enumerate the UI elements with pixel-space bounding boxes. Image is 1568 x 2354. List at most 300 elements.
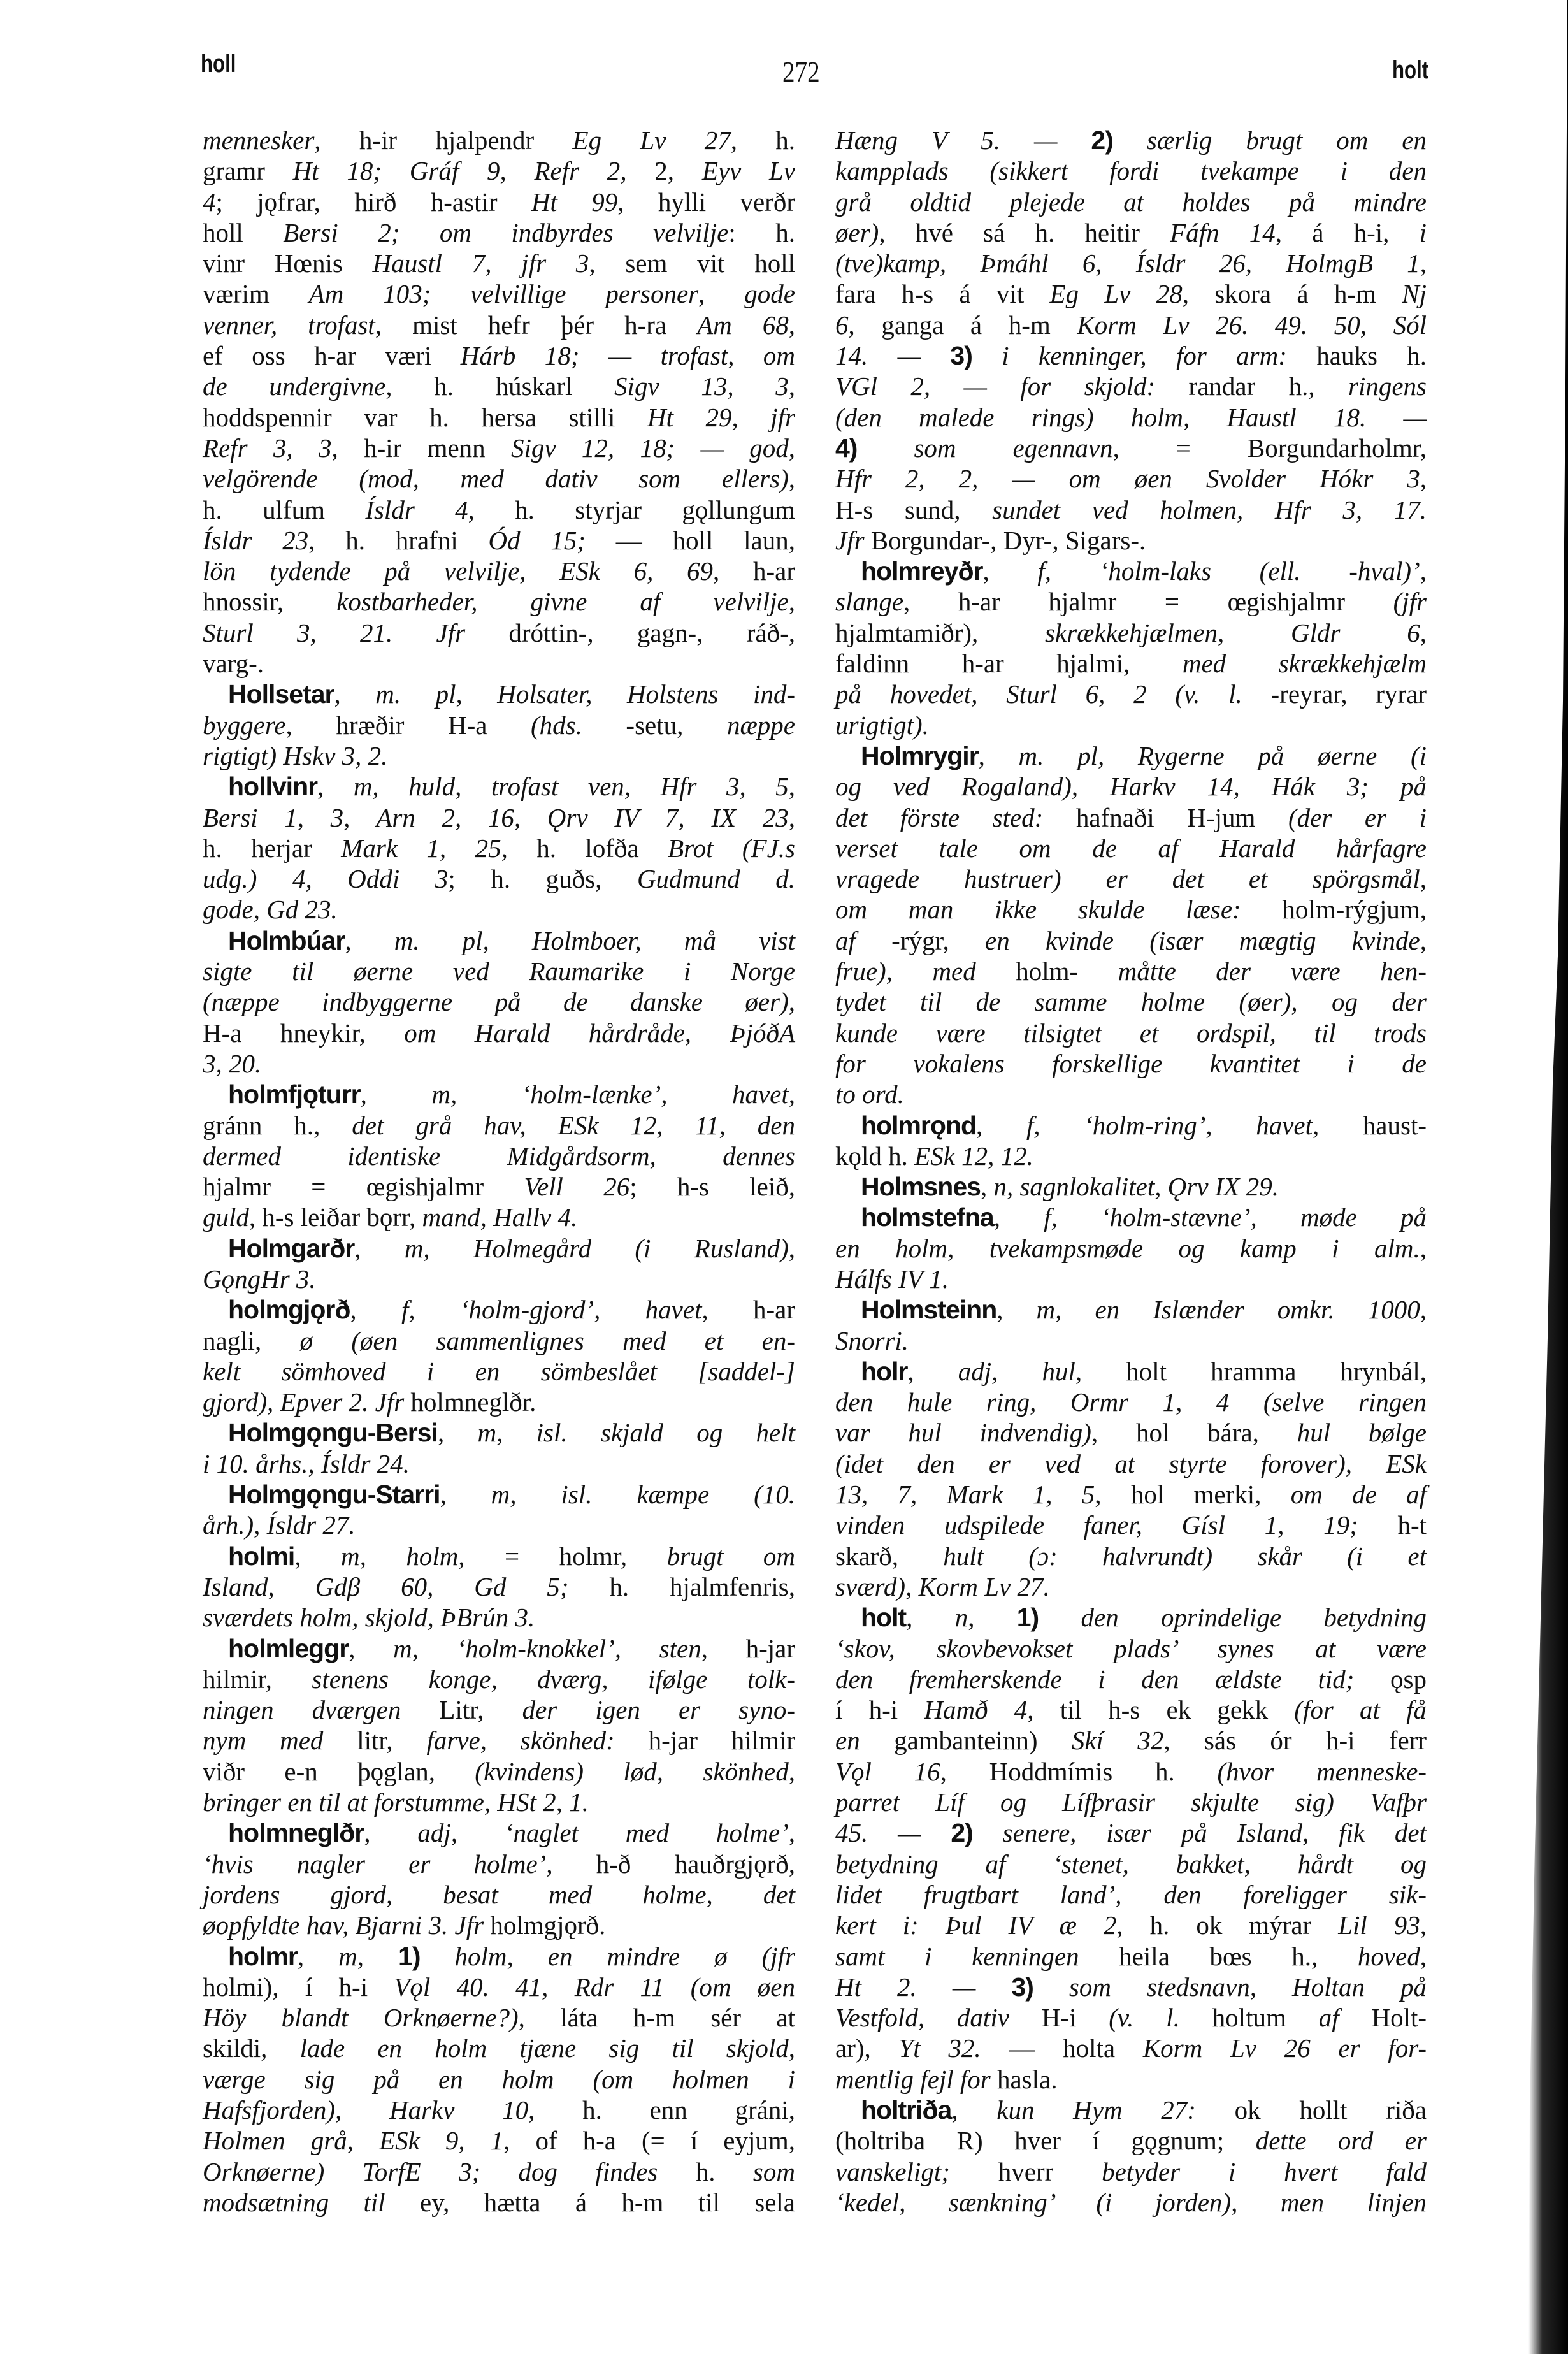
entry-first-line xyxy=(203,925,795,956)
headword: Holmgǫngu-Starri xyxy=(228,1480,440,1510)
italic-text: af xyxy=(1318,2003,1339,2033)
line-content xyxy=(203,341,795,370)
roman-text: , xyxy=(788,372,795,401)
italic-text: 14. — xyxy=(835,341,921,371)
roman-text: hoddspennir var h. hersa stilli xyxy=(203,402,647,432)
italic-text: senere, især på Island, fik det xyxy=(1002,1818,1427,1848)
italic-text: samt i kenningen xyxy=(835,1941,1079,1971)
italic-text: m, huld, trofast ven, Hfr 3, 5 xyxy=(353,772,789,802)
text-line xyxy=(203,1664,795,1694)
line-content xyxy=(203,1510,356,1540)
italic-text: Hæng V 5. — xyxy=(835,126,1058,155)
italic-text: den fremherskende i den ældste tid; xyxy=(835,1664,1355,1694)
italic-text: n xyxy=(954,1603,968,1633)
roman-text: nagli, xyxy=(203,1325,300,1355)
text-line xyxy=(835,863,1427,894)
italic-text: ringens xyxy=(1348,372,1427,401)
line-content xyxy=(835,433,1427,463)
text-line xyxy=(835,1510,1427,1540)
roman-text: , xyxy=(788,772,795,802)
italic-text: hul bølge xyxy=(1297,1418,1427,1448)
headword: Holmbúar xyxy=(228,925,345,955)
roman-text: , 2, xyxy=(620,156,702,186)
text-line xyxy=(203,1356,795,1387)
italic-text: (næppe indbyggerne på de danske øer) xyxy=(203,987,789,1017)
text-line xyxy=(203,833,795,863)
roman-text: , of h-a (= í eyjum, xyxy=(503,2126,795,2156)
text-line xyxy=(835,125,1427,155)
roman-text: , h-ir menn xyxy=(331,433,512,463)
entry-first-line xyxy=(835,1110,1427,1141)
line-content xyxy=(835,1387,1427,1417)
text-line xyxy=(835,2002,1427,2033)
line-content xyxy=(835,587,1427,616)
text-line xyxy=(203,556,795,586)
text-line xyxy=(835,2125,1427,2156)
italic-text: (hvor menneske- xyxy=(1217,1756,1427,1786)
text-line xyxy=(835,495,1427,525)
line-content xyxy=(203,864,795,893)
scan-shadow-edge xyxy=(1511,0,1568,2354)
roman-text: ar), xyxy=(835,2033,899,2063)
italic-text: måtte der være hen- xyxy=(1118,957,1427,986)
italic-text: Refr 3, 3 xyxy=(203,433,332,463)
text-line xyxy=(203,371,795,401)
text-line xyxy=(835,1079,1427,1109)
text-line xyxy=(835,187,1427,217)
italic-text: (tve)kamp, Þmáhl 6, Ísldr 26, HolmgB 1 xyxy=(835,249,1420,278)
roman-text: heila bœs h., xyxy=(1079,1941,1358,1971)
italic-text: Am 103; velvillige personer xyxy=(308,279,699,309)
text-line xyxy=(835,2064,1427,2095)
headword: Holmgǫngu-Bersi xyxy=(228,1418,438,1448)
roman-text: , h. styrjar gǫllungum xyxy=(468,495,795,524)
roman-text: ǫsp xyxy=(1354,1664,1427,1694)
text-line xyxy=(835,463,1427,494)
italic-text: Sigv 12, 18; — god xyxy=(511,433,789,463)
line-content xyxy=(835,649,1427,678)
italic-text: kunde være tilsigtet et ordspil, til trods xyxy=(835,1018,1427,1048)
line-content xyxy=(835,1726,1427,1755)
text-line xyxy=(203,278,795,309)
entry-first-line xyxy=(203,771,795,802)
italic-text: (idet den er ved at styrte forover), ESk xyxy=(835,1448,1427,1478)
entry-first-line xyxy=(203,1079,795,1109)
italic-text: kelt sömhoved i en sömbeslået [saddel-] xyxy=(203,1356,795,1386)
italic-text: ‘kedel, sænkning’ (i jorden), men linjen xyxy=(835,2187,1427,2217)
line-content xyxy=(835,1572,1050,1601)
line-content xyxy=(203,433,795,463)
line-content xyxy=(835,126,1427,155)
roman-text: , h-ar hjalmr = œgishjalmr xyxy=(903,587,1393,617)
roman-text: , xyxy=(788,310,795,340)
roman-text: -reyrar, ryrar xyxy=(1242,679,1427,709)
line-content xyxy=(835,279,1427,308)
roman-text: , h. lofða xyxy=(501,833,668,863)
roman-text: hverr xyxy=(949,2156,1102,2186)
roman-text: , sem vit holl xyxy=(589,249,795,278)
line-content xyxy=(203,2095,795,2125)
italic-text: Jfr xyxy=(835,525,865,555)
roman-text xyxy=(1033,1972,1069,2002)
headword: 3) xyxy=(950,341,972,371)
roman-text: , sás ór h-i ferr xyxy=(1163,1726,1427,1756)
text-line xyxy=(203,1018,795,1048)
roman-text: h. hjalmfenris, xyxy=(568,1571,795,1601)
text-line xyxy=(835,248,1427,278)
text-line xyxy=(835,1325,1427,1356)
line-content xyxy=(835,156,1427,185)
roman-text: Litr, xyxy=(401,1695,522,1725)
roman-text: , xyxy=(788,1756,795,1786)
roman-text: , xyxy=(1420,617,1427,647)
roman-text: holm-rýgjum, xyxy=(1241,895,1427,925)
text-line xyxy=(203,187,795,217)
text-line xyxy=(203,648,795,679)
italic-text: om man ikke skulde læse: xyxy=(835,895,1241,925)
roman-text: , h-ir hjalpendr xyxy=(314,126,573,155)
roman-text: , xyxy=(334,679,376,709)
italic-text: m, ‘holm-knokkel’, sten xyxy=(393,1633,701,1663)
roman-text: , haust- xyxy=(1312,1110,1427,1140)
italic-text: Sturl 3, 21. Jfr xyxy=(203,617,466,647)
line-content xyxy=(203,741,387,770)
line-content xyxy=(203,1664,795,1694)
italic-text: Ísldr 23 xyxy=(203,525,309,555)
roman-text: , xyxy=(317,772,354,802)
line-content xyxy=(835,1849,1427,1879)
line-content xyxy=(228,1480,795,1509)
italic-text: Skí 32 xyxy=(1071,1726,1164,1756)
italic-text: 4 xyxy=(203,187,216,217)
italic-text: Nj xyxy=(1402,279,1427,309)
headword: holmr xyxy=(228,1941,298,1971)
text-line xyxy=(203,125,795,155)
italic-text: to ord. xyxy=(835,1080,904,1109)
roman-text: H-a hneykir, xyxy=(203,1018,405,1048)
line-content xyxy=(203,2126,795,2155)
headword: hollvinr xyxy=(228,772,318,802)
italic-text: holm, en mindre ø (jfr xyxy=(454,1941,796,1971)
text-line xyxy=(835,2187,1427,2218)
text-line xyxy=(203,1387,795,1417)
text-line xyxy=(203,1510,795,1540)
italic-text: gode, Gd 23. xyxy=(203,895,338,925)
text-line xyxy=(203,2125,795,2156)
italic-text: vanskeligt; xyxy=(835,2156,950,2186)
roman-text: værim xyxy=(203,279,309,309)
line-content xyxy=(835,464,1427,493)
roman-text: , xyxy=(907,1356,958,1386)
italic-text: Vǫl 40. 41, Rdr 11 (om øen xyxy=(394,1972,795,2002)
italic-text: GǫngHr 3. xyxy=(203,1264,316,1294)
roman-text: , hol bára, xyxy=(1091,1418,1297,1448)
roman-text: , xyxy=(1420,249,1427,278)
line-content xyxy=(203,249,795,278)
italic-text: som egennavn xyxy=(914,433,1113,463)
line-content xyxy=(203,1849,795,1879)
line-content xyxy=(835,310,1427,340)
line-content xyxy=(203,987,795,1016)
line-content xyxy=(835,1542,1427,1571)
line-content xyxy=(835,803,1427,832)
text-line xyxy=(203,1110,795,1141)
roman-text: í h-i xyxy=(835,1695,924,1725)
text-line xyxy=(203,617,795,648)
roman-text: , h-s leiðar bǫrr, xyxy=(248,1202,422,1232)
line-content xyxy=(835,1018,1427,1048)
italic-text: Ísldr 4 xyxy=(365,495,468,524)
text-line xyxy=(835,1571,1427,1602)
line-content xyxy=(203,126,795,155)
roman-text: — holl laun, xyxy=(586,525,795,555)
italic-text: ‘skov, skovbevokset plads’ synes at være xyxy=(835,1633,1427,1663)
entry-first-line xyxy=(203,1417,795,1448)
italic-text: m, Holmegård (i Rusland) xyxy=(404,1233,789,1263)
roman-text: , hvé sá h. heitir xyxy=(879,217,1170,247)
italic-text: parret Líf og Lífþrasir skjulte sig) Vafþr xyxy=(835,1787,1427,1817)
roman-text: , xyxy=(788,2033,795,2063)
line-content xyxy=(203,1357,795,1386)
roman-text: , xyxy=(951,2095,997,2125)
italic-text: n, sagnlokalitet, Ǫrv IX 29. xyxy=(993,1172,1279,1202)
italic-text: skrækkehjælmen, Gldr 6 xyxy=(1045,617,1420,647)
line-content xyxy=(835,1972,1427,2002)
line-content xyxy=(835,2033,1427,2063)
text-line xyxy=(203,740,795,771)
roman-text: , xyxy=(1420,556,1427,586)
italic-text: Sigv 13, 3 xyxy=(614,372,789,401)
roman-text: ey, hætta á h-m til sela xyxy=(385,2187,795,2217)
roman-text: , xyxy=(364,1818,418,1848)
roman-text: skildi, xyxy=(203,2033,300,2063)
roman-text: hauks h. xyxy=(1286,341,1427,371)
line-content xyxy=(861,2095,1427,2125)
italic-text: verset tale om de af Harald hårfagre xyxy=(835,833,1427,863)
text-line xyxy=(835,710,1427,740)
line-content xyxy=(203,1172,795,1201)
italic-text: Ód 15; xyxy=(488,525,586,555)
roman-text: viðr e-n þǫglan, xyxy=(203,1756,475,1786)
line-content xyxy=(203,495,795,524)
roman-text: — holta xyxy=(981,2033,1143,2063)
italic-text: ESk 12, 12. xyxy=(914,1141,1033,1171)
roman-text: ok hollt riða xyxy=(1195,2095,1427,2125)
roman-text: holl xyxy=(203,217,284,247)
text-line xyxy=(203,1756,795,1787)
roman-text: , xyxy=(978,740,1019,770)
italic-text: Hamð 4 xyxy=(924,1695,1028,1725)
line-content xyxy=(203,1572,795,1601)
headword: holmleggr xyxy=(228,1633,349,1663)
line-content xyxy=(203,1387,536,1417)
line-content xyxy=(835,341,1427,370)
line-content xyxy=(835,1510,1427,1540)
italic-text: venner, trofast xyxy=(203,310,375,340)
line-content xyxy=(835,1910,1427,1940)
text-line xyxy=(835,648,1427,679)
italic-text: det förste sted: xyxy=(835,802,1044,832)
roman-text xyxy=(921,1818,951,1847)
roman-text xyxy=(972,341,1002,370)
text-line xyxy=(203,1048,795,1079)
line-content xyxy=(228,926,795,955)
line-content xyxy=(203,1141,795,1171)
roman-text: , xyxy=(788,1818,796,1848)
roman-text xyxy=(975,1972,1011,2002)
text-line xyxy=(203,2156,795,2187)
text-line xyxy=(835,1417,1427,1448)
headword: Holmsteinn xyxy=(861,1295,997,1325)
roman-text: holtum xyxy=(1179,2003,1319,2033)
roman-text: skarð, xyxy=(835,1541,944,1571)
entry-first-line xyxy=(203,1633,795,1664)
roman-text: H-s sund, xyxy=(835,495,993,524)
text-line xyxy=(835,1387,1427,1417)
italic-text: kampplads (sikkert fordi tvekampe i den xyxy=(835,156,1427,186)
line-content xyxy=(861,556,1427,586)
line-content xyxy=(203,895,338,924)
roman-text: hnossir, xyxy=(203,587,337,617)
italic-text: Gudmund d. xyxy=(637,864,795,894)
roman-text: holm- xyxy=(975,957,1118,986)
line-content xyxy=(203,2065,795,2094)
text-line xyxy=(203,2064,795,2095)
line-content xyxy=(228,1418,795,1447)
roman-text: , xyxy=(1420,1295,1427,1325)
roman-text: , xyxy=(297,1941,339,1971)
line-content xyxy=(203,403,795,432)
entry-first-line xyxy=(203,1294,795,1325)
text-line xyxy=(203,525,795,556)
text-line xyxy=(835,1141,1427,1171)
line-content xyxy=(861,1111,1427,1140)
line-content xyxy=(228,772,795,801)
roman-text: ; h-s leið, xyxy=(629,1172,795,1202)
line-content xyxy=(203,1202,577,1232)
line-content xyxy=(203,1603,535,1632)
line-content xyxy=(203,464,795,493)
line-content xyxy=(835,1664,1427,1694)
text-line xyxy=(835,1849,1427,1879)
text-line xyxy=(203,2187,795,2218)
line-content xyxy=(835,618,1427,647)
line-content xyxy=(835,711,929,740)
text-line xyxy=(203,1602,795,1633)
headword: Holmsnes xyxy=(861,1172,981,1202)
line-content xyxy=(835,218,1427,247)
roman-text: , xyxy=(906,1603,955,1633)
line-content xyxy=(835,403,1427,432)
roman-text: , = Borgundarholmr, xyxy=(1112,433,1427,463)
italic-text: ningen dværgen xyxy=(203,1695,401,1725)
line-content xyxy=(835,372,1427,401)
italic-text: sundet ved holmen, Hfr 3, 17. xyxy=(992,495,1427,524)
entry-first-line xyxy=(835,1171,1427,1202)
line-content xyxy=(203,1018,795,1048)
text-line xyxy=(203,710,795,740)
italic-text: Ht 29, jfr xyxy=(647,402,795,432)
italic-text: (kvindens) lød, skönhed xyxy=(475,1756,789,1786)
text-line xyxy=(835,310,1427,340)
entry-first-line xyxy=(835,1602,1427,1633)
italic-text: værge sig på en holm (om holmen i xyxy=(203,2064,795,2094)
text-line xyxy=(835,1233,1427,1264)
roman-text: hafnaði H-jum xyxy=(1043,802,1288,832)
line-content xyxy=(203,1910,605,1940)
line-content xyxy=(835,2188,1427,2217)
italic-text: grå oldtid plejede at holdes på mindre xyxy=(835,187,1427,217)
italic-text: mentlig fejl for xyxy=(835,2064,991,2094)
italic-text: kostbarheder, givne af velvilje xyxy=(336,587,789,617)
italic-text: Bersi 1, 3, Arn 2, 16, Ǫrv IV 7, IX 23 xyxy=(203,802,789,832)
text-line xyxy=(835,2156,1427,2187)
line-content xyxy=(203,1726,795,1755)
italic-text: (for at få xyxy=(1294,1695,1427,1725)
line-content xyxy=(228,1942,795,1971)
text-line xyxy=(203,463,795,494)
line-content xyxy=(861,1357,1427,1386)
text-line xyxy=(203,495,795,525)
headword: 1) xyxy=(1016,1603,1039,1633)
headword: holr xyxy=(861,1356,908,1386)
italic-text: mennesker xyxy=(203,126,315,155)
roman-text: h-jar hilmir xyxy=(614,1726,795,1756)
roman-text: , h-jar xyxy=(701,1633,796,1663)
roman-text: , skora á h-m xyxy=(1182,279,1402,309)
roman-text: Holt- xyxy=(1339,2003,1427,2033)
roman-text: : h. xyxy=(728,217,795,247)
line-content xyxy=(203,556,795,586)
line-content xyxy=(203,187,795,217)
text-line xyxy=(835,525,1427,556)
line-content xyxy=(203,526,795,555)
italic-text: af xyxy=(835,925,856,955)
headword: 3) xyxy=(1011,1972,1033,2002)
text-line xyxy=(835,1018,1427,1048)
text-line xyxy=(203,1264,795,1294)
line-content xyxy=(203,1449,410,1478)
headword: holmfjǫturr xyxy=(228,1080,361,1109)
line-content xyxy=(861,1202,1427,1232)
headword: holmi xyxy=(228,1541,295,1571)
italic-text: den oprindelige betydning xyxy=(1081,1603,1427,1633)
italic-text: Island, Gdβ 60, Gd 5; xyxy=(203,1571,569,1601)
roman-text: h. xyxy=(658,2156,753,2186)
text-line xyxy=(835,1479,1427,1510)
line-content xyxy=(203,803,795,832)
line-content xyxy=(228,1295,795,1324)
roman-text: , hræðir H-a xyxy=(285,710,531,740)
roman-text: -setu, xyxy=(582,710,727,740)
text-line xyxy=(835,1787,1427,1817)
italic-text: Vǫl 16 xyxy=(835,1756,940,1786)
entry-first-line xyxy=(835,1356,1427,1387)
roman-text: litr, xyxy=(323,1726,427,1756)
italic-text: (v. l. xyxy=(1109,2003,1180,2033)
italic-text: Hafsfjorden), Harkv 10 xyxy=(203,2095,529,2125)
roman-text: , xyxy=(360,1080,432,1109)
roman-text: ; jǫfrar, hirð h-astir xyxy=(215,187,531,217)
line-content xyxy=(835,249,1427,278)
line-content xyxy=(835,834,1427,863)
text-line xyxy=(203,2002,795,2033)
headword: holmrǫnd xyxy=(861,1110,977,1140)
text-line xyxy=(203,894,795,925)
text-line xyxy=(835,402,1427,433)
right-column xyxy=(835,125,1427,2218)
italic-text: lade en holm tjæne sig til skjold xyxy=(299,2033,789,2063)
